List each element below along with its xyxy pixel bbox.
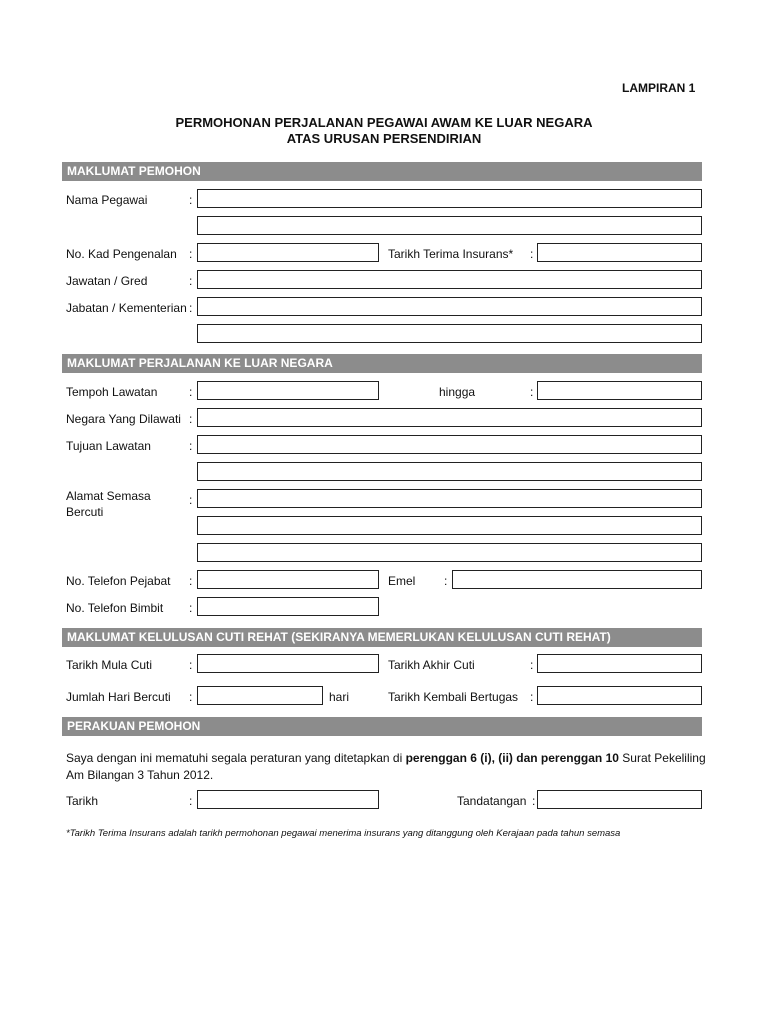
negara-dilawati-field[interactable] [197,408,702,427]
colon: : [189,690,193,704]
tarikh-field[interactable] [197,790,379,809]
colon: : [444,574,448,588]
label-tujuan-lawatan: Tujuan Lawatan [66,439,151,453]
section-heading-cuti-rehat: MAKLUMAT KELULUSAN CUTI REHAT (SEKIRANYA MEMERLUKAN KELULUSAN CUTI REHAT) [62,628,702,647]
colon: : [532,794,536,808]
form-title-line2: ATAS URUSAN PERSENDIRIAN [286,131,482,146]
label-tarikh: Tarikh [66,794,99,808]
label-jumlah-hari-bercuti: Jumlah Hari Bercuti [66,690,171,704]
colon: : [189,574,193,588]
label-jabatan-kementerian: Jabatan / Kementerian [66,301,187,315]
colon: : [189,794,193,808]
tarikh-terima-insurans-field[interactable] [537,243,702,262]
colon: : [530,690,534,704]
colon: : [189,247,193,261]
colon: : [189,385,193,399]
tempoh-lawatan-to-field[interactable] [537,381,702,400]
colon: : [530,247,534,261]
tujuan-lawatan-field-line2[interactable] [197,462,702,481]
label-telefon-bimbit: No. Telefon Bimbit [66,601,164,615]
colon: : [189,601,193,615]
attachment-label: LAMPIRAN 1 [622,81,696,95]
label-tarikh-mula-cuti: Tarikh Mula Cuti [66,658,153,672]
colon: : [189,274,193,288]
emel-field[interactable] [452,570,702,589]
jabatan-kementerian-field[interactable] [197,297,702,316]
label-tandatangan: Tandatangan [457,794,527,808]
nama-pegawai-field[interactable] [197,189,702,208]
colon: : [189,193,193,207]
label-emel: Emel [388,574,416,588]
section-heading-perakuan: PERAKUAN PEMOHON [62,717,702,736]
tarikh-akhir-cuti-field[interactable] [537,654,702,673]
colon: : [189,658,193,672]
jabatan-kementerian-field-line2[interactable] [197,324,702,343]
label-tarikh-kembali-bertugas: Tarikh Kembali Bertugas [388,690,519,704]
colon: : [189,493,193,507]
alamat-field-line2[interactable] [197,516,702,535]
colon: : [189,301,193,315]
form-title-line1: PERMOHONAN PERJALANAN PEGAWAI AWAM KE LUAR NEGARA [175,115,593,130]
label-alamat-line1: Alamat Semasa [66,489,151,503]
telefon-pejabat-field[interactable] [197,570,379,589]
tujuan-lawatan-field[interactable] [197,435,702,454]
jumlah-hari-bercuti-field[interactable] [197,686,323,705]
label-telefon-pejabat: No. Telefon Pejabat [66,574,171,588]
tarikh-mula-cuti-field[interactable] [197,654,379,673]
tarikh-kembali-bertugas-field[interactable] [537,686,702,705]
telefon-bimbit-field[interactable] [197,597,379,616]
colon: : [189,439,193,453]
label-negara-dilawati: Negara Yang Dilawati [66,412,181,426]
label-hari: hari [329,690,350,704]
label-nama-pegawai: Nama Pegawai [66,193,148,207]
label-alamat-line2: Bercuti [66,505,104,519]
nama-pegawai-field-line2[interactable] [197,216,702,235]
declaration-text: Saya dengan ini mematuhi segala peraturan yang ditetapkan di perenggan 6 (i), (ii) dan perenggan 10 Surat Pekeliling Am Bilangan 3 Tahun 2012. [66,751,706,782]
declaration-bold: perenggan 6 (i), (ii) dan perenggan 10 [405,751,619,765]
colon: : [189,412,193,426]
no-kad-pengenalan-field[interactable] [197,243,379,262]
footnote: *Tarikh Terima Insurans adalah tarikh permohonan pegawai menerima insurans yang ditanggung oleh Kerajaan pada tahun semasa [66,828,621,839]
alamat-field-line3[interactable] [197,543,702,562]
section-heading-pemohon: MAKLUMAT PEMOHON [62,162,702,181]
colon: : [530,385,534,399]
label-no-kad-pengenalan: No. Kad Pengenalan [66,247,177,261]
jawatan-gred-field[interactable] [197,270,702,289]
alamat-field-line1[interactable] [197,489,702,508]
label-tarikh-akhir-cuti: Tarikh Akhir Cuti [388,658,475,672]
tandatangan-field[interactable] [537,790,702,809]
colon: : [530,658,534,672]
label-hingga: hingga [439,385,476,399]
label-tarikh-terima-insurans: Tarikh Terima Insurans* [388,247,514,261]
label-jawatan-gred: Jawatan / Gred [66,274,148,288]
tempoh-lawatan-from-field[interactable] [197,381,379,400]
label-tempoh-lawatan: Tempoh Lawatan [66,385,158,399]
section-heading-perjalanan: MAKLUMAT PERJALANAN KE LUAR NEGARA [62,354,702,373]
